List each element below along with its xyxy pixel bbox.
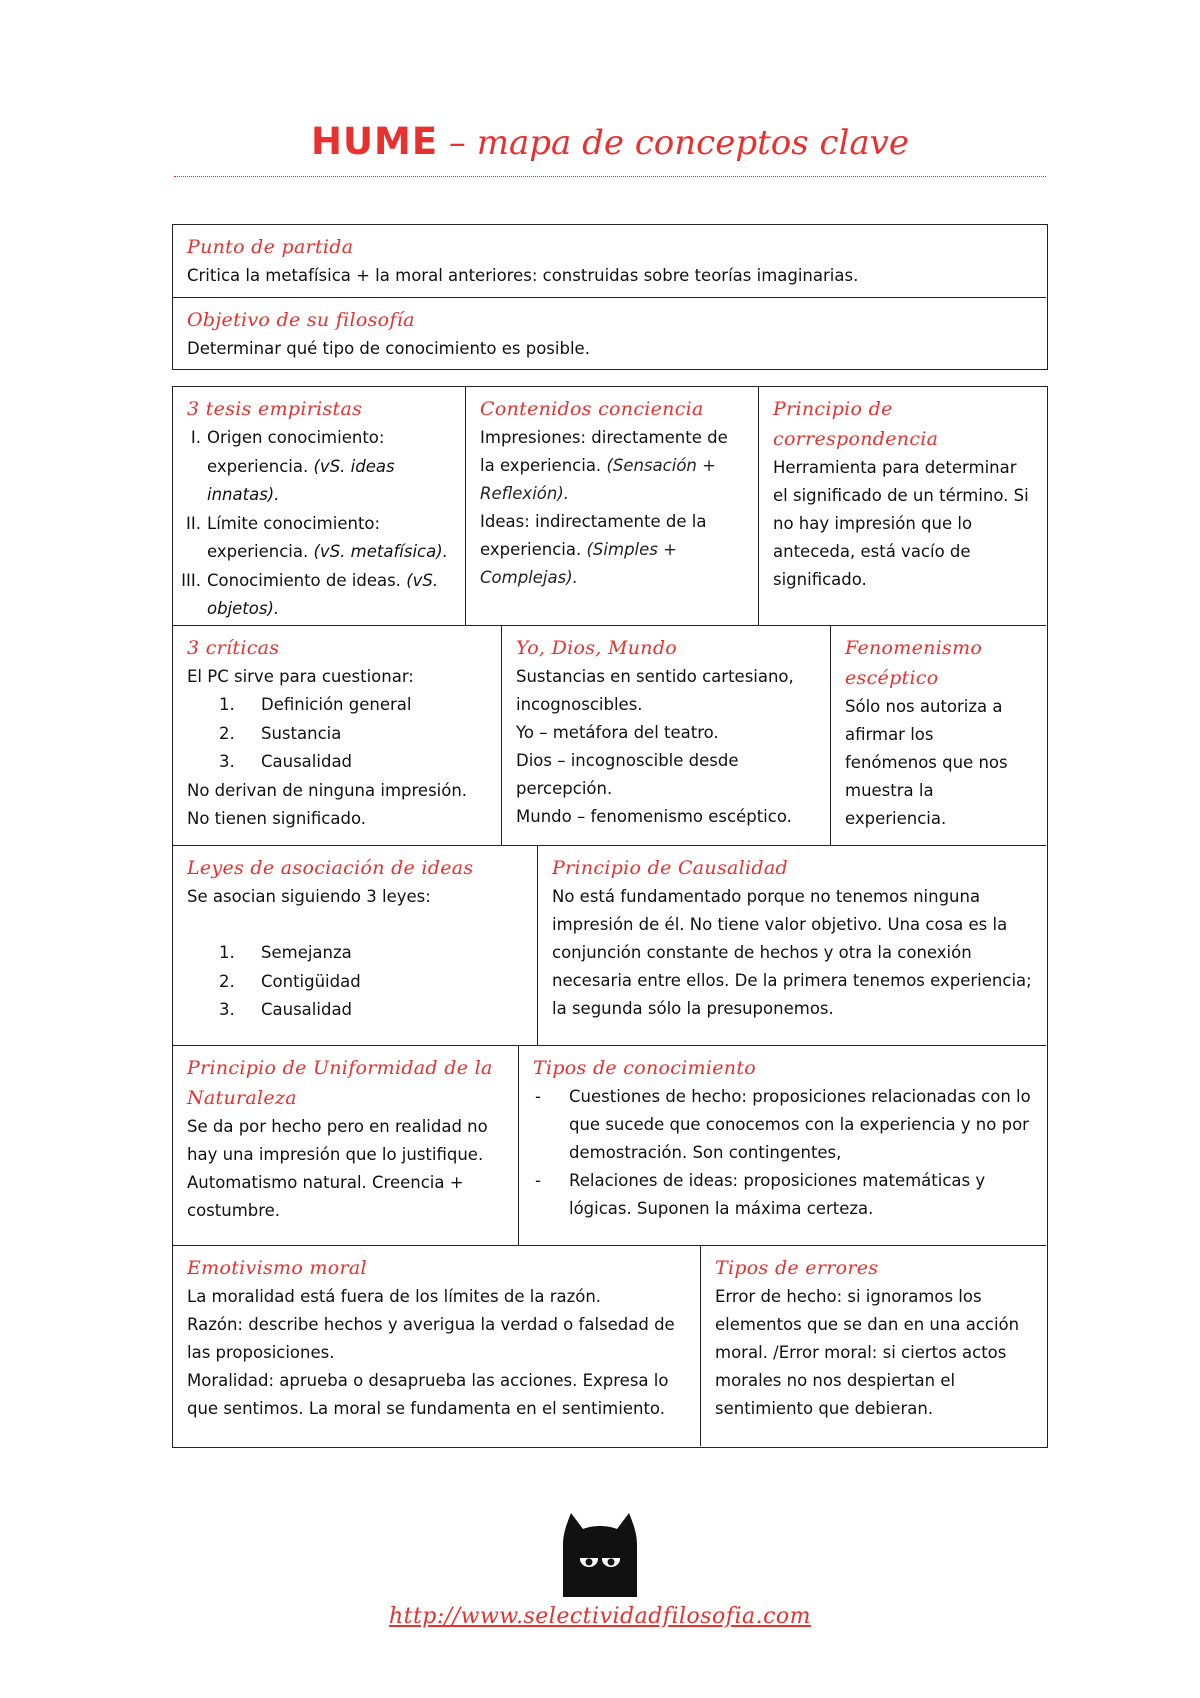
criticas-heading: 3 críticas [187,637,280,659]
contenidos-conciencia [466,387,758,625]
yo-dios-line-2: Yo – metáfora del teatro. [516,723,719,742]
list-item: 2. Sustancia [219,723,342,743]
yo-dios-line-4: Mundo – fenomenismo escéptico. [516,807,792,826]
tesis-heading: 3 tesis empiristas [187,398,363,420]
leyes-intro: Se asocian siguiendo 3 leyes: [187,887,431,906]
yo-dios-line-3: Dios – incognoscible desde percepción. [516,751,739,798]
principio-causalidad [538,846,1046,1045]
list-item: - Cuestiones de hecho: proposiciones relacionadas con lo que sucede que conocemos con la experiencia y no por demostración. Son contingentes, [535,1087,1031,1162]
list-item: - Relaciones de ideas: proposiciones matemáticas y lógicas. Suponen la máxima certeza. [535,1171,986,1218]
objetivo-heading: Objetivo de su filosofía [187,309,415,331]
correspondencia-heading: Principio de correspondencia [773,398,939,450]
leyes-list [187,939,525,1025]
objetivo-text: Determinar qué tipo de conocimiento es posible. [187,339,590,358]
yo-dios-mundo [502,626,830,845]
criticas-outro-1: No derivan de ninguna impresión. [187,780,468,800]
leyes-asociacion [173,846,537,1045]
emotivismo-line-1: La moralidad está fuera de los límites de la razón. [187,1287,602,1306]
fenomenismo-text: Sólo nos autoriza a afirmar los fenómenos que nos muestra la experiencia. [845,697,1008,828]
title-main: HUME [310,120,439,163]
fenomenismo-esceptico [831,626,1046,845]
fenomenismo-heading: Fenomenismo escéptico [845,637,983,689]
list-item: III. Conocimiento de ideas. (vS. objetos). [181,570,439,618]
footer-url-link[interactable]: http://www.selectividadfilosofia.com [388,1604,812,1629]
criticas-outro-2: No tienen significado. [187,808,366,828]
yo-dios-line-1: Sustancias en sentido cartesiano, incognoscibles. [516,667,794,714]
list-item: 3. Causalidad [219,752,353,771]
contenidos-heading: Contenidos conciencia [480,398,704,420]
tres-criticas [173,626,501,845]
list-item: 1. Semejanza [219,943,352,962]
errores-heading: Tipos de errores [715,1257,879,1279]
list-item: 1. Definición general [219,695,412,714]
criticas-list [187,691,489,777]
tipos-conocimiento-list [533,1083,1034,1223]
tipos-errores [701,1246,1046,1446]
principio-correspondencia [759,387,1046,625]
emotivismo-line-2: Razón: describe hechos y averigua la verdad o falsedad de las proposiciones. [187,1315,675,1362]
principio-uniformidad [173,1046,518,1245]
uniformidad-heading: Principio de Uniformidad de la Naturaleza [187,1057,493,1109]
list-item: I. Origen conocimiento: experiencia. (vS. ideas innatas). [190,428,395,504]
list-item: II. Límite conocimiento: experiencia. (vS. metafísica). [186,513,448,561]
causalidad-text: No está fundamentado porque no tenemos ninguna impresión de él. No tiene valor objetivo. Una cosa es la conjunción constante de hechos y otra la conexión necesaria entre ellos. De la primera tenemos experiencia; la segunda sólo la presuponemos. [552,887,1032,1018]
main-grid [172,386,1048,1448]
correspondencia-text: Herramienta para determinar el significado de un término. Si no hay impresión que lo anteceda, está vacío de significado. [773,458,1029,589]
list-item: 3. Causalidad [219,1000,353,1019]
punto-text: Critica la metafísica + la moral anteriores: construidas sobre teorías imaginarias. [187,266,859,285]
errores-text: Error de hecho: si ignoramos los elementos que se dan en una acción moral. /Error moral: si ciertos actos morales no nos despiertan el sentimiento que debieran. [715,1287,1020,1418]
punto-de-partida [173,225,1046,297]
uniformidad-text: Se da por hecho pero en realidad no hay una impresión que lo justifique. Automatismo natural. Creencia + costumbre. [187,1117,488,1220]
objetivo [173,298,1046,368]
causalidad-heading: Principio de Causalidad [552,857,788,879]
title-divider [174,176,1046,177]
tipos-conocimiento [519,1046,1046,1245]
title-sub: – mapa de conceptos clave [448,123,910,163]
contenidos-text: Impresiones: directamente de la experiencia. (Sensación + Reflexión). Ideas: indirectamente de la experiencia. (Simples + Complejas). [480,428,728,587]
mascot-logo-icon [557,1505,643,1597]
list-item: 2. Contigüidad [219,971,361,991]
top-box [172,224,1048,370]
emotivismo-heading: Emotivismo moral [187,1257,367,1279]
tipos-conocimiento-heading: Tipos de conocimiento [533,1057,757,1079]
criticas-intro: El PC sirve para cuestionar: [187,667,414,686]
tesis-empiristas [173,387,465,625]
page-title [174,120,1046,163]
leyes-heading: Leyes de asociación de ideas [187,857,474,879]
yo-dios-heading: Yo, Dios, Mundo [516,637,678,659]
punto-heading: Punto de partida [187,236,354,258]
tesis-list [181,424,453,624]
emotivismo-line-3: Moralidad: aprueba o desaprueba las acciones. Expresa lo que sentimos. La moral se fundamenta en el sentimiento. [187,1371,669,1418]
emotivismo-moral [173,1246,700,1446]
